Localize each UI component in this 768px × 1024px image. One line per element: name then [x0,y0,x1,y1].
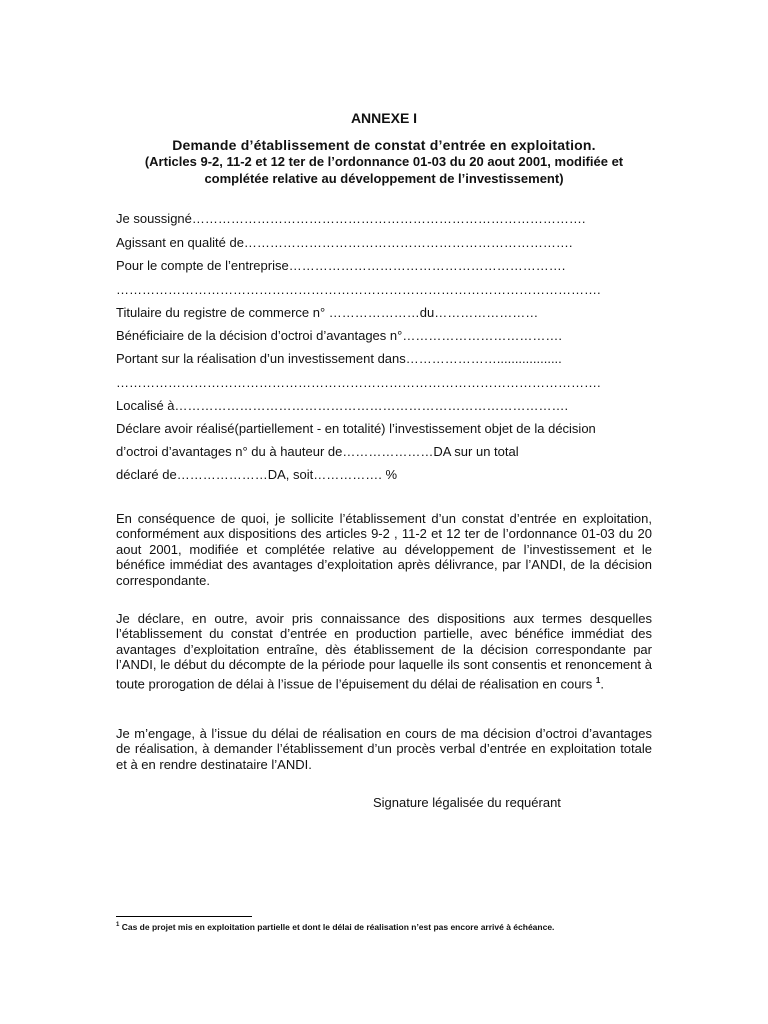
form-line-total-declare: déclaré de…………………DA, soit……………. % [116,467,398,482]
form-line-localise: Localisé à………………………………………………………………………………. [116,398,569,413]
form-line-continuation: …………………………………………………………………………………………………. [116,282,601,297]
form-line-declare: Déclare avoir réalisé(partiellement - en totalité) l’investissement objet de la décision [116,421,596,436]
form-line-registre-commerce: Titulaire du registre de commerce n° …………………du…………………… [116,305,539,320]
legal-reference-line-2: complétée relative au développement de l’investissement) [204,171,564,186]
form-line-investissement: Portant sur la réalisation d’un investissement dans………………….................. [116,351,562,366]
form-line-continuation-2: …………………………………………………………………………………………………. [116,375,601,390]
document-title: Demande d’établissement de constat d’entrée en exploitation. [172,137,596,153]
footnote [116,922,554,932]
footnote-reference: 1 [595,675,601,685]
form-line-qualite: Agissant en qualité de…………………………………………………………………. [116,235,573,250]
paragraph-declaration: Je déclare, en outre, avoir pris connaissance des dispositions aux termes desquelles l’établissement du constat d’entrée en production partielle, avec bénéfice immédiat des avantages d’exploitation entraîne, dès établissement de la décision correspondante par l’ANDI, le début du décompte de la période pour laquelle ils sont consentis et renoncement à toute prorogation de délai à l’issue de l’épuisement du délai de réalisation en cours $^1$. [116,611,652,691]
paragraph-consequence: En conséquence de quoi, je sollicite l’établissement d’un constat d’entrée en exploitation, conformément aux dispositions des articles 9-2 , 11-2 et 12 ter de l’ordonnance 01-03 du 20 aout 2001, modifiée et complétée relative au développement de l’investissement et le bénéfice immédiat des avantages d’exploitation après délivrance, par l’ANDI, de la décision correspondante. [116,511,652,588]
form-line-entreprise: Pour le compte de l’entreprise………………………………………………………. [116,258,566,273]
legal-reference-line-1: (Articles 9-2, 11-2 et 12 ter de l’ordonnance 01-03 du 20 aout 2001, modifiée et [144,154,624,169]
form-line-soussigne: Je soussigné………………………………………………………………………………. [116,211,586,226]
footnote-separator [116,916,252,917]
annexe-heading: ANNEXE I [350,110,418,126]
form-line-octroi-montant: d’octroi d’avantages n° du à hauteur de…………………DA sur un total [116,444,519,459]
signature-label: Signature légalisée du requérant [373,795,561,810]
paragraph-engagement: Je m’engage, à l’issue du délai de réalisation en cours de ma décision d’octroi d’avantages de réalisation, à demander l’établissement d’un procès verbal d’entrée en exploitation totale et à en rendre destinataire l’ANDI. [116,726,652,772]
form-line-decision-octroi: Bénéficiaire de la décision d’octroi d’avantages n°………………………………. [116,328,562,343]
footnote-number: 1 [116,922,120,929]
paragraph-declaration-text: Je déclare, en outre, avoir pris connaissance des dispositions aux termes desquelles l’établissement du constat d’entrée en production partielle, avec bénéfice immédiat des avantages d’exploitation entraîne, dès établissement de la décision correspondante par l’ANDI, le début du décompte de la période pour laquelle ils sont consentis et renoncement à toute prorogation de délai à l’issue de l’épuisement du délai de réalisation en cours [116,611,652,691]
footnote-text: Cas de projet mis en exploitation partielle et dont le délai de réalisation n’est pas encore arrivé à échéance. [119,922,555,932]
